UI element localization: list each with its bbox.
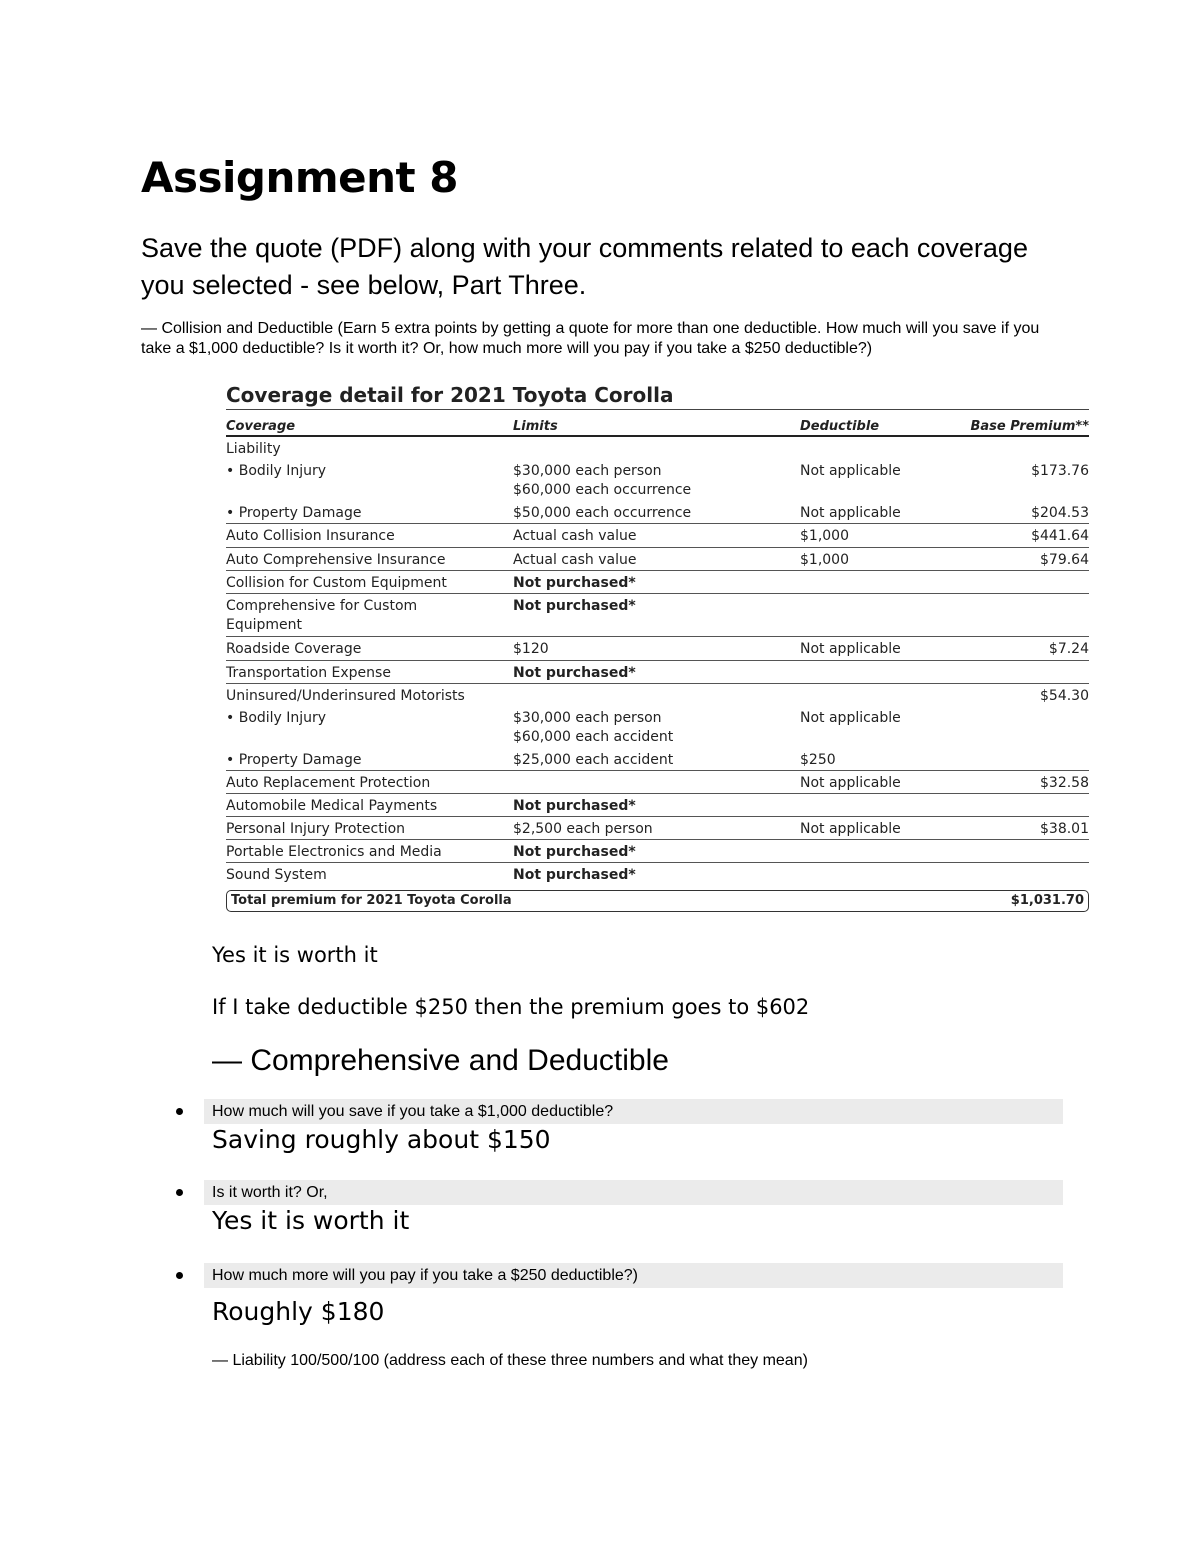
quote-cell-coverage: Liability	[226, 441, 281, 457]
question-highlight	[204, 1180, 1063, 1205]
answer-text: Roughly $180	[212, 1297, 385, 1326]
quote-row	[226, 684, 1089, 706]
bullet-icon	[176, 1272, 183, 1279]
quote-row	[226, 863, 1089, 885]
header-premium: Base Premium**	[970, 419, 1089, 434]
header-coverage: Coverage	[226, 419, 296, 434]
question-row	[169, 1263, 1063, 1288]
quote-cell-coverage: • Property Damage	[226, 505, 362, 521]
question-row	[169, 1099, 1063, 1124]
total-label: Total premium for 2021 Toyota Corolla	[231, 893, 512, 908]
quote-cell-premium: $173.76	[1031, 463, 1089, 479]
quote-cell-coverage: Sound System	[226, 867, 327, 883]
answer-worth-it: Yes it is worth it	[212, 943, 378, 967]
quote-cell-limits: $30,000 each person $60,000 each occurrence	[513, 463, 692, 498]
quote-cell-coverage: Collision for Custom Equipment	[226, 575, 447, 591]
header-limits: Limits	[513, 419, 558, 434]
collision-prompt: — Collision and Deductible (Earn 5 extra points by getting a quote for more than one deductible. How much will you save if you take a $1,000 deductible? Is it worth it? Or, how much more will you pay if you take a $250 deductible?)	[141, 320, 1040, 357]
quote-cell-coverage: Transportation Expense	[226, 665, 391, 681]
quote-row	[226, 548, 1089, 571]
quote-cell-coverage: Portable Electronics and Media	[226, 844, 442, 860]
quote-cell-limits: Actual cash value	[513, 528, 637, 544]
question-row	[169, 1180, 1063, 1205]
quote-cell-premium: $32.58	[1040, 775, 1089, 791]
quote-cell-premium: $38.01	[1040, 821, 1089, 837]
quote-cell-deductible: Not applicable	[800, 710, 901, 726]
quote-cell-premium: $54.30	[1040, 688, 1089, 704]
quote-cell-limits: Not purchased*	[513, 844, 636, 860]
quote-cell-deductible: Not applicable	[800, 775, 901, 791]
quote-cell-deductible: $250	[800, 752, 836, 768]
quote-cell-deductible: $1,000	[800, 552, 849, 568]
quote-cell-coverage: • Property Damage	[226, 752, 362, 768]
quote-row	[226, 571, 1089, 594]
quote-cell-coverage: Comprehensive for Custom Equipment	[226, 598, 418, 633]
quote-cell-limits: Actual cash value	[513, 552, 637, 568]
question-text: How much will you save if you take a $1,000 deductible?	[212, 1103, 614, 1120]
quote-cell-limits: $50,000 each occurrence	[513, 505, 692, 521]
quote-cell-limits: Not purchased*	[513, 798, 636, 814]
bullet-icon	[176, 1189, 183, 1196]
quote-cell-coverage: Personal Injury Protection	[226, 821, 406, 837]
quote-cell-limits: Not purchased*	[513, 665, 636, 681]
page-title: Assignment 8	[141, 153, 458, 202]
quote-row	[226, 437, 1089, 459]
quote-cell-deductible: $1,000	[800, 528, 849, 544]
quote-row	[226, 524, 1089, 548]
quote-cell-limits: $120	[513, 641, 549, 657]
quote-row	[226, 637, 1089, 661]
quote-row	[226, 594, 1089, 637]
bullet-icon	[176, 1108, 183, 1115]
quote-row	[226, 794, 1089, 817]
quote-cell-coverage: Auto Comprehensive Insurance	[226, 552, 446, 568]
quote-cell-limits: $2,500 each person	[513, 821, 653, 837]
quote-cell-coverage: Auto Replacement Protection	[226, 775, 431, 791]
coverage-quote-table	[226, 382, 1089, 912]
quote-cell-deductible: Not applicable	[800, 821, 901, 837]
quote-row	[226, 840, 1089, 863]
quote-cell-deductible: Not applicable	[800, 463, 901, 479]
total-value: $1,031.70	[1010, 893, 1084, 908]
quote-cell-coverage: Roadside Coverage	[226, 641, 362, 657]
question-text: Is it worth it? Or,	[212, 1184, 328, 1201]
quote-cell-premium: $441.64	[1031, 528, 1089, 544]
answer-text: Saving roughly about $150	[212, 1125, 551, 1154]
quote-rows	[226, 437, 1089, 885]
quote-title: Coverage detail for 2021 Toyota Corolla	[226, 382, 1089, 410]
quote-row	[226, 817, 1089, 840]
quote-cell-limits: Not purchased*	[513, 867, 636, 883]
quote-cell-coverage: • Bodily Injury	[226, 710, 327, 726]
quote-cell-limits: $25,000 each accident	[513, 752, 674, 768]
quote-cell-premium: $204.53	[1031, 505, 1089, 521]
header-deductible: Deductible	[800, 419, 880, 434]
quote-cell-limits: Not purchased*	[513, 598, 636, 614]
quote-row	[226, 706, 1089, 748]
answer-text: Yes it is worth it	[212, 1206, 410, 1235]
quote-cell-premium: $7.24	[1048, 641, 1089, 657]
quote-header-row	[226, 410, 1089, 437]
quote-row	[226, 748, 1089, 771]
liability-prompt: — Liability 100/500/100 (address each of these three numbers and what they mean)	[212, 1352, 808, 1369]
quote-cell-coverage: Auto Collision Insurance	[226, 528, 395, 544]
question-text: How much more will you pay if you take a $250 deductible?)	[212, 1267, 638, 1284]
quote-cell-premium: $79.64	[1040, 552, 1089, 568]
quote-cell-deductible: Not applicable	[800, 641, 901, 657]
quote-row	[226, 661, 1089, 684]
total-premium-row	[226, 890, 1089, 912]
quote-row	[226, 459, 1089, 501]
intro-paragraph: Save the quote (PDF) along with your comments related to each coverage you selected - see below, Part Three.	[141, 233, 1028, 300]
quote-cell-limits: $30,000 each person $60,000 each accident	[513, 710, 674, 745]
quote-cell-deductible: Not applicable	[800, 505, 901, 521]
quote-cell-coverage: • Bodily Injury	[226, 463, 327, 479]
quote-cell-coverage: Uninsured/Underinsured Motorists	[226, 688, 465, 704]
quote-cell-limits: Not purchased*	[513, 575, 636, 591]
comprehensive-heading: — Comprehensive and Deductible	[212, 1044, 669, 1077]
quote-cell-coverage: Automobile Medical Payments	[226, 798, 438, 814]
quote-row	[226, 501, 1089, 524]
answer-deductible-250: If I take deductible $250 then the premium goes to $602	[212, 995, 810, 1019]
quote-row	[226, 771, 1089, 794]
